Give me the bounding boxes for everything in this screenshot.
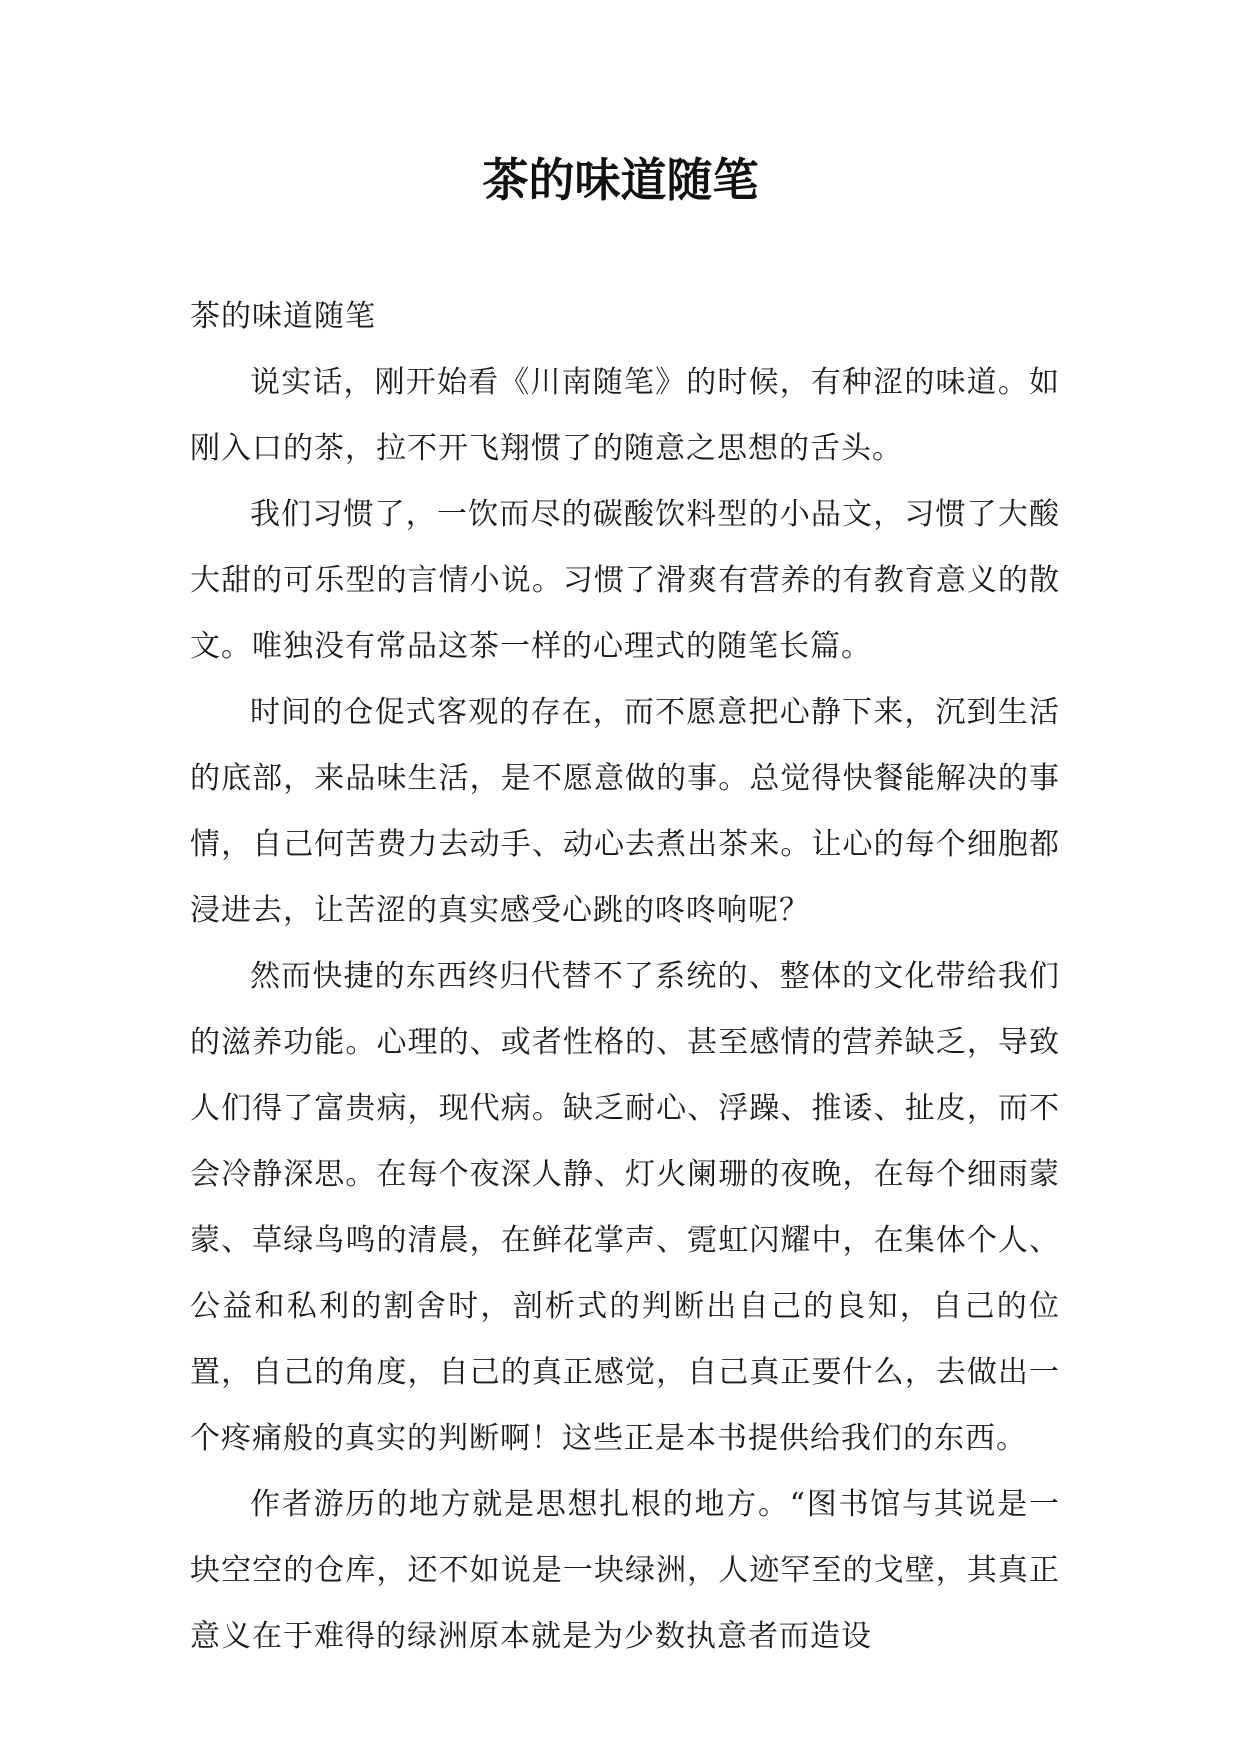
paragraph: 说实话，刚开始看《川南随笔》的时候，有种涩的味道。如刚入口的茶，拉不开飞翔惯了的随意之思想的舌头。	[190, 365, 1060, 466]
paragraph: 作者游历的地方就是思想扎根的地方。“图书馆与其说是一块空空的仓库，还不如说是一块绿洲，人迹罕至的戈壁，其真正意义在于难得的绿洲原本就是为少数执意者而造设	[190, 1487, 1060, 1654]
document-subtitle: 茶的味道随笔	[190, 299, 376, 334]
paragraph: 我们习惯了，一饮而尽的碳酸饮料型的小品文，习惯了大酸大甜的可乐型的言情小说。习惯了滑爽有营养的有教育意义的散文。唯独没有常品这茶一样的心理式的随笔长篇。	[190, 497, 1060, 664]
document-title: 茶的味道随笔	[482, 153, 759, 207]
document-body	[190, 284, 1060, 1670]
paragraph: 时间的仓促式客观的存在，而不愿意把心静下来，沉到生活的底部，来品味生活，是不愿意做的事。总觉得快餐能解决的事情，自己何苦费力去动手、动心去煮出茶来。让心的每个细胞都浸进去，让苦涩的真实感受心跳的咚咚响呢？	[190, 695, 1060, 928]
paragraph: 然而快捷的东西终归代替不了系统的、整体的文化带给我们的滋养功能。心理的、或者性格的、甚至感情的营养缺乏，导致人们得了富贵病，现代病。缺乏耐心、浮躁、推诿、扯皮，而不会冷静深思。在每个夜深人静、灯火阑珊的夜晚，在每个细雨蒙蒙、草绿鸟鸣的清晨，在鲜花掌声、霓虹闪耀中，在集体个人、公益和私利的割舍时，剖析式的判断出自己的良知，自己的位置，自己的角度，自己的真正感觉，自己真正要什么，去做出一个疼痛般的真实的判断啊！这些正是本书提供给我们的东西。	[190, 959, 1060, 1456]
